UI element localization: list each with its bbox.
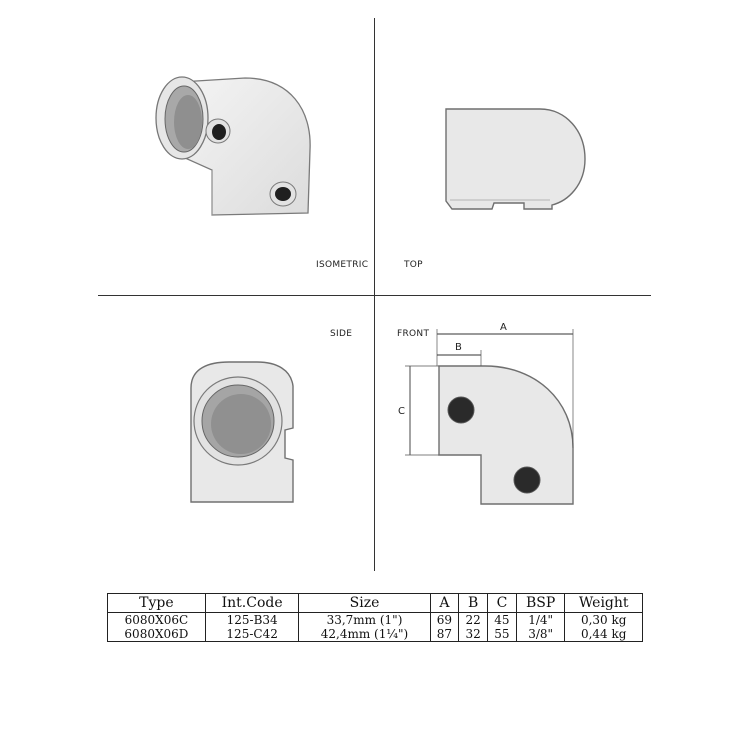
cell-b: 32 <box>459 627 488 642</box>
table-row <box>108 613 643 628</box>
header-type: Type <box>108 594 206 613</box>
cell-c: 45 <box>488 613 517 628</box>
header-weight: Weight <box>565 594 643 613</box>
cell-a: 87 <box>430 627 459 642</box>
cell-a: 69 <box>430 613 459 628</box>
dimension-c-label: C <box>398 406 405 417</box>
front-view-drawing <box>395 320 585 510</box>
cell-bsp: 3/8" <box>516 627 565 642</box>
cell-b: 22 <box>459 613 488 628</box>
cell-int-code: 125-B34 <box>205 613 299 628</box>
cell-bsp: 1/4" <box>516 613 565 628</box>
dimension-a-label: A <box>500 322 507 333</box>
cell-type: 6080X06C <box>108 613 206 628</box>
cell-weight: 0,44 kg <box>565 627 643 642</box>
horizontal-divider <box>98 295 651 296</box>
header-bsp: BSP <box>516 594 565 613</box>
dimension-b-label: B <box>455 342 462 353</box>
top-label: TOP <box>404 260 423 270</box>
header-size: Size <box>299 594 430 613</box>
top-view-drawing <box>440 105 590 215</box>
front-label: FRONT <box>397 329 430 339</box>
cell-size: 33,7mm (1") <box>299 613 430 628</box>
cell-c: 55 <box>488 627 517 642</box>
table-row <box>108 627 643 642</box>
table-header-row <box>108 594 643 613</box>
cell-int-code: 125-C42 <box>205 627 299 642</box>
isometric-view-drawing <box>150 70 320 230</box>
isometric-label: ISOMETRIC <box>316 260 369 270</box>
side-view-drawing <box>185 358 300 508</box>
header-a: A <box>430 594 459 613</box>
header-c: C <box>488 594 517 613</box>
side-label: SIDE <box>330 329 353 339</box>
header-int-code: Int.Code <box>205 594 299 613</box>
cell-type: 6080X06D <box>108 627 206 642</box>
cell-weight: 0,30 kg <box>565 613 643 628</box>
cell-size: 42,4mm (1¼") <box>299 627 430 642</box>
specifications-table <box>107 593 643 642</box>
header-b: B <box>459 594 488 613</box>
